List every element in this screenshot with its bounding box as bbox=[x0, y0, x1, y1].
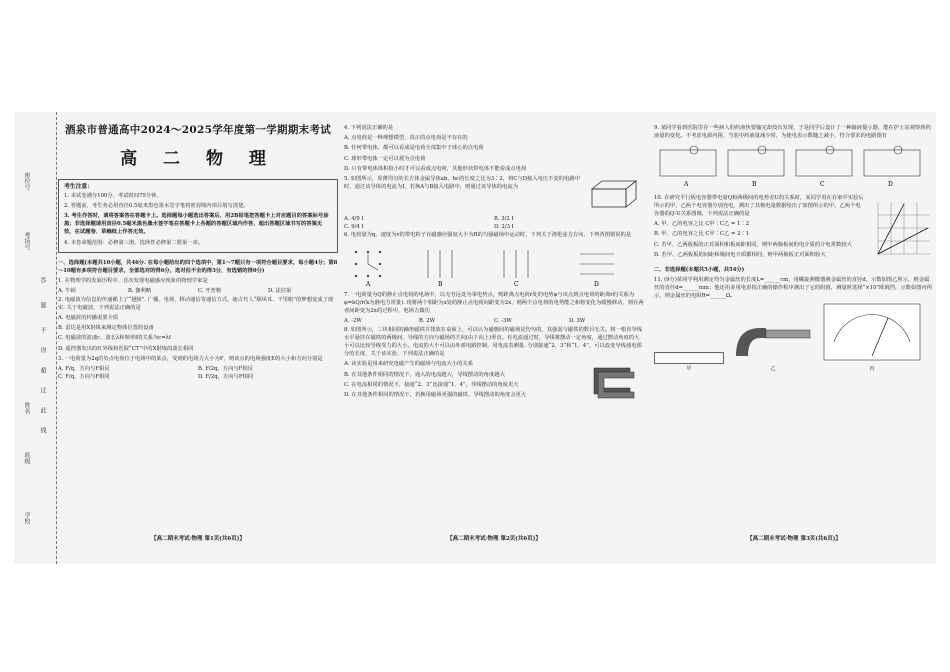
binding-warning-8: 线 bbox=[39, 427, 46, 433]
option: D. 3W bbox=[569, 318, 586, 325]
option: C. 9/4 I bbox=[344, 224, 364, 231]
conductor-block-figure bbox=[584, 175, 644, 215]
notice-item: 4. 本卷命题范围：必修第三册，选择性必修第二册第一章。 bbox=[64, 239, 204, 246]
binding-warning-1: 答 bbox=[39, 277, 46, 283]
option: A. 电磁波的传播需要介质 bbox=[58, 315, 119, 322]
question-2: 2. 电磁波为信息的传递插上了“翅膀”. 广播、电视、移动通信等通信方式，使古代人“顺风耳、千里眼”的梦想变成了现实. 关于电磁波，下列说法正确的是 bbox=[58, 296, 334, 311]
binding-warning-2: 题 bbox=[39, 302, 46, 308]
notice-title: 考生注意： bbox=[64, 183, 93, 190]
option: B. 雷达是用X射线来测定物体位置的设备 bbox=[58, 325, 154, 332]
option: A. 4/9 I bbox=[344, 216, 364, 223]
ruler-figure bbox=[654, 352, 724, 364]
infusion-circuit-figures bbox=[654, 142, 929, 190]
binding-label-room: 考场号 bbox=[23, 232, 30, 250]
exam-title: 酒泉市普通高中2024～2025学年度第一学期期末考试 bbox=[64, 124, 332, 136]
page-2 bbox=[344, 112, 644, 564]
option: D. 2/3 I bbox=[494, 224, 514, 231]
subject-title: 高 二 物 理 bbox=[120, 149, 276, 170]
binding-warning-7: 此 bbox=[39, 407, 46, 413]
question-3-options bbox=[58, 365, 338, 381]
binding-label-class: 班级 bbox=[23, 452, 30, 464]
binding-label-name: 姓名 bbox=[23, 402, 30, 414]
option: A. 点电荷是一种理想模型，真正的点电荷是不存在的 bbox=[344, 135, 468, 142]
notice-item: 1. 本试卷满分100分，考试时间75分钟。 bbox=[64, 192, 162, 199]
binding-warning-6: 过 bbox=[39, 387, 46, 393]
section-2-title: 二、非选择题(本题共5小题，共54分) bbox=[654, 266, 745, 273]
question-9: 9. 某同学看到医院里存一些病人的药液快要输完却没有发现，于是同学后设计了一种输液提示器，能在护士站观察到药液量的变化。不考虑电源内阻，当装中药液量减少时，为使电表示数随之减小，符合要求的电路图有 bbox=[654, 125, 931, 140]
option: C. 在电流相同的情况下，接通“2、3”比接通“1、4”，导线摆动的角度更大 bbox=[344, 381, 519, 388]
option: A. 牛顿 bbox=[58, 288, 76, 295]
lorentz-force-figures bbox=[344, 242, 634, 288]
binding-label-school: 学校 bbox=[23, 512, 30, 524]
option: B. 2W bbox=[419, 318, 436, 325]
binding-label-seat: 座位号 bbox=[23, 172, 30, 190]
option: B. 3/2 I bbox=[494, 216, 514, 223]
option: A. F/q，方向与F相反 bbox=[58, 366, 110, 373]
option: D. 法拉第 bbox=[268, 288, 292, 295]
question-5-options bbox=[344, 215, 644, 231]
option: D. 在其他条件相同的情况下，若换用磁场更强的磁铁，导线摆动的角度会更大 bbox=[344, 392, 527, 399]
question-1-options bbox=[58, 287, 338, 295]
fig-label-c: C bbox=[820, 181, 825, 189]
option: B. 伽利略 bbox=[128, 288, 152, 295]
exam-pages bbox=[14, 112, 936, 564]
section-1-title: 一、选择题(本题共10小题，共46分. 在每小题给出的四个选项中，第1～7题只有一项符合题目要求，每小题4分；第8～10题有多项符合题目要求，全部选对的得6分，选对但不全的得3分，有选错的得0分) bbox=[58, 259, 338, 275]
option: D. 只有带电体体积很小时才可以看成点电荷，其他形状带电体不能看成点电荷 bbox=[344, 165, 527, 172]
fig-label-a: A bbox=[366, 280, 371, 288]
fig-label-b: B bbox=[752, 181, 757, 189]
binding-warning-4: 得 bbox=[39, 347, 46, 353]
fig-label-bing: 丙 bbox=[869, 365, 875, 372]
horseshoe-magnets-figure bbox=[588, 360, 644, 400]
question-11: 11. (9分)某同学利用测定均匀金属丝的长度L=______cm，用螺旋测微器测金属丝的直径d，示数如图乙所示，则金属丝的直径d=______mm；他还用多用电表按正确的操作程序测出了它的阻值，测量时选择“×10”欧姆挡，示数如图丙所示，则金属丝的电阻R=______Ω。 bbox=[654, 276, 933, 300]
question-7-options bbox=[344, 317, 644, 325]
fig-label-c: C bbox=[514, 280, 519, 288]
page-3 bbox=[654, 112, 934, 564]
option: D. 若甲、乙两板板的间距和极间电介质都相同，则甲两极板正对面积较大 bbox=[654, 251, 826, 258]
notice-box bbox=[58, 179, 338, 253]
question-7: 7. 一电荷量为Q的静止点电荷的电场中，以无穷远处为零电势点，则距离点电荷r处的电势φ与该点到点电荷的距离r的关系为φ=kQ/r(k为静电力常量). 现将两个相距为x处的静止点电荷间距变为2x，则两个点电荷的电势能之和将变化为缓慢移动，则在两者间距变为2x的过程中，电场力做功 bbox=[344, 291, 644, 315]
micrometer-figure bbox=[728, 318, 818, 362]
notice-item: 2. 答题前，考生务必用直径0.5毫米黑色墨水签字笔将密封线内项目填写清楚。 bbox=[64, 202, 249, 209]
question-1: 1. 在物理学的发展历程中，首次发现电磁感应现象的物理学家是 bbox=[58, 278, 208, 285]
question-3: 3. 一电荷量为2q的负点电荷位于电场中的某点，受到的电场力大小为F，则该点的电场强度E的大小和方向分别是 bbox=[58, 355, 323, 362]
fig-label-yi: 乙 bbox=[770, 365, 776, 372]
notice-item: 3. 考生作答时，请将答案答在答题卡上。选择题每小题选出答案后，用2B铅笔把答题卡上对应题目的答案标号涂黑；非选择题请用直径0.5毫米黑色墨水签字笔在答题卡上各题的答题区域内作答，超出答题区域书写的答案无效，在试题卷、草稿纸上作答无效。 bbox=[64, 213, 329, 236]
option: A. 甲、乙的电容之比 C甲∶C乙 = 1∶2 bbox=[654, 221, 750, 228]
fig-label-b: B bbox=[438, 280, 443, 288]
option: C. 球形带电体一定可以视为点电荷 bbox=[344, 155, 426, 162]
fig-label-jia: 甲 bbox=[686, 365, 692, 372]
option: C. F/q，方向与F相同 bbox=[58, 374, 110, 381]
page-footer: 【高二期末考试·物理 第1页(共6页)】 bbox=[151, 536, 245, 543]
option: D. 遥控器发出的红外线和医院“CT”中的X射线的波长相同 bbox=[58, 345, 194, 352]
binding-warning-3: 不 bbox=[39, 327, 46, 333]
option: C. 若甲、乙两板板的正对面积和板间距相同，则甲两极板间的电介质的介电常数较大 bbox=[654, 241, 852, 248]
page-footer: 【高二期末考试·物理 第2页(共6页)】 bbox=[447, 536, 541, 543]
option: B. 在其他条件相同的情况下，通入的电流越大，导线摆动的角度越大 bbox=[344, 371, 505, 378]
option: B. 甲、乙的电容之比 C甲∶C乙 = 2∶1 bbox=[654, 231, 750, 238]
question-4: 4. 下列说法正确的是 bbox=[344, 125, 394, 131]
question-5: 5. 如图所示，厚薄均匀的长方体金属导体ab、bc的长度之比为3∶2，将C与D接入电压不变的电路中时，通过该导体的电流为I，若换A与B接入电路中，则通过该导体的电流为 bbox=[344, 176, 580, 191]
page-1 bbox=[58, 112, 338, 564]
page-footer: 【高二期末考试·物理 第3页(共6页)】 bbox=[747, 536, 841, 543]
fig-label-d: D bbox=[888, 181, 893, 189]
q-u-graph bbox=[868, 194, 934, 262]
question-10: 10. 在研究平行板电容器带电量Q和两极间的电势差U的关系时，某同学用在在家中实验后所示的甲、乙两个电容器分别充电，测出了其极电量数据绘出了如图所示的甲、乙两个电容器的Q-U关系图像，下列说法正确的是 bbox=[654, 194, 864, 218]
option: A. 该实验是用来研究电磁产生的磁场与电流大小的关系 bbox=[344, 361, 474, 368]
option: C. 开普勒 bbox=[198, 288, 222, 295]
question-8: 8. 如图所示，三块相同的蹄形磁铁并排放在桌面上，可以认为磁极间的磁场是均匀的，其强弱与磁铁的数目无关。将一根直导线水平悬挂在磁铁的两极间，导线的方向与磁场的方向(由下向上)垂直。有电流通过时，导线将摆动一定角度，通过摆动角度的大小可以比较导线受力的大小。电流的大小可以由外部电路控制。用电流表测量. 分别接通“2、3”和“1、4”，可以改变导线通电部分的长度，关于该实验，下列说法正确的是 bbox=[344, 326, 643, 358]
option: B. F/2q，方向与F相反 bbox=[198, 366, 253, 373]
question-6: 6. 电荷量为q、速度为v的带电粒子在磁感应强度大小为B的匀强磁场中运动时，下列关于洛伦兹力方向，下列各图错误的是 bbox=[344, 232, 632, 239]
fig-label-a: A bbox=[684, 181, 689, 189]
multimeter-figure bbox=[822, 302, 922, 362]
fig-label-d: D bbox=[594, 280, 599, 288]
binding-warning-5: 超 bbox=[39, 367, 46, 373]
option: C. 电磁波的波速c、波长λ和频率f的关系为c=λf bbox=[58, 335, 171, 342]
option: A. -2W bbox=[344, 318, 362, 325]
option: C. -3W bbox=[494, 318, 512, 325]
option: D. F/2q，方向与F相同 bbox=[198, 374, 254, 381]
option: B. 任何带电体，都可以看成是电荷全部集中于球心的点电荷 bbox=[344, 145, 484, 152]
